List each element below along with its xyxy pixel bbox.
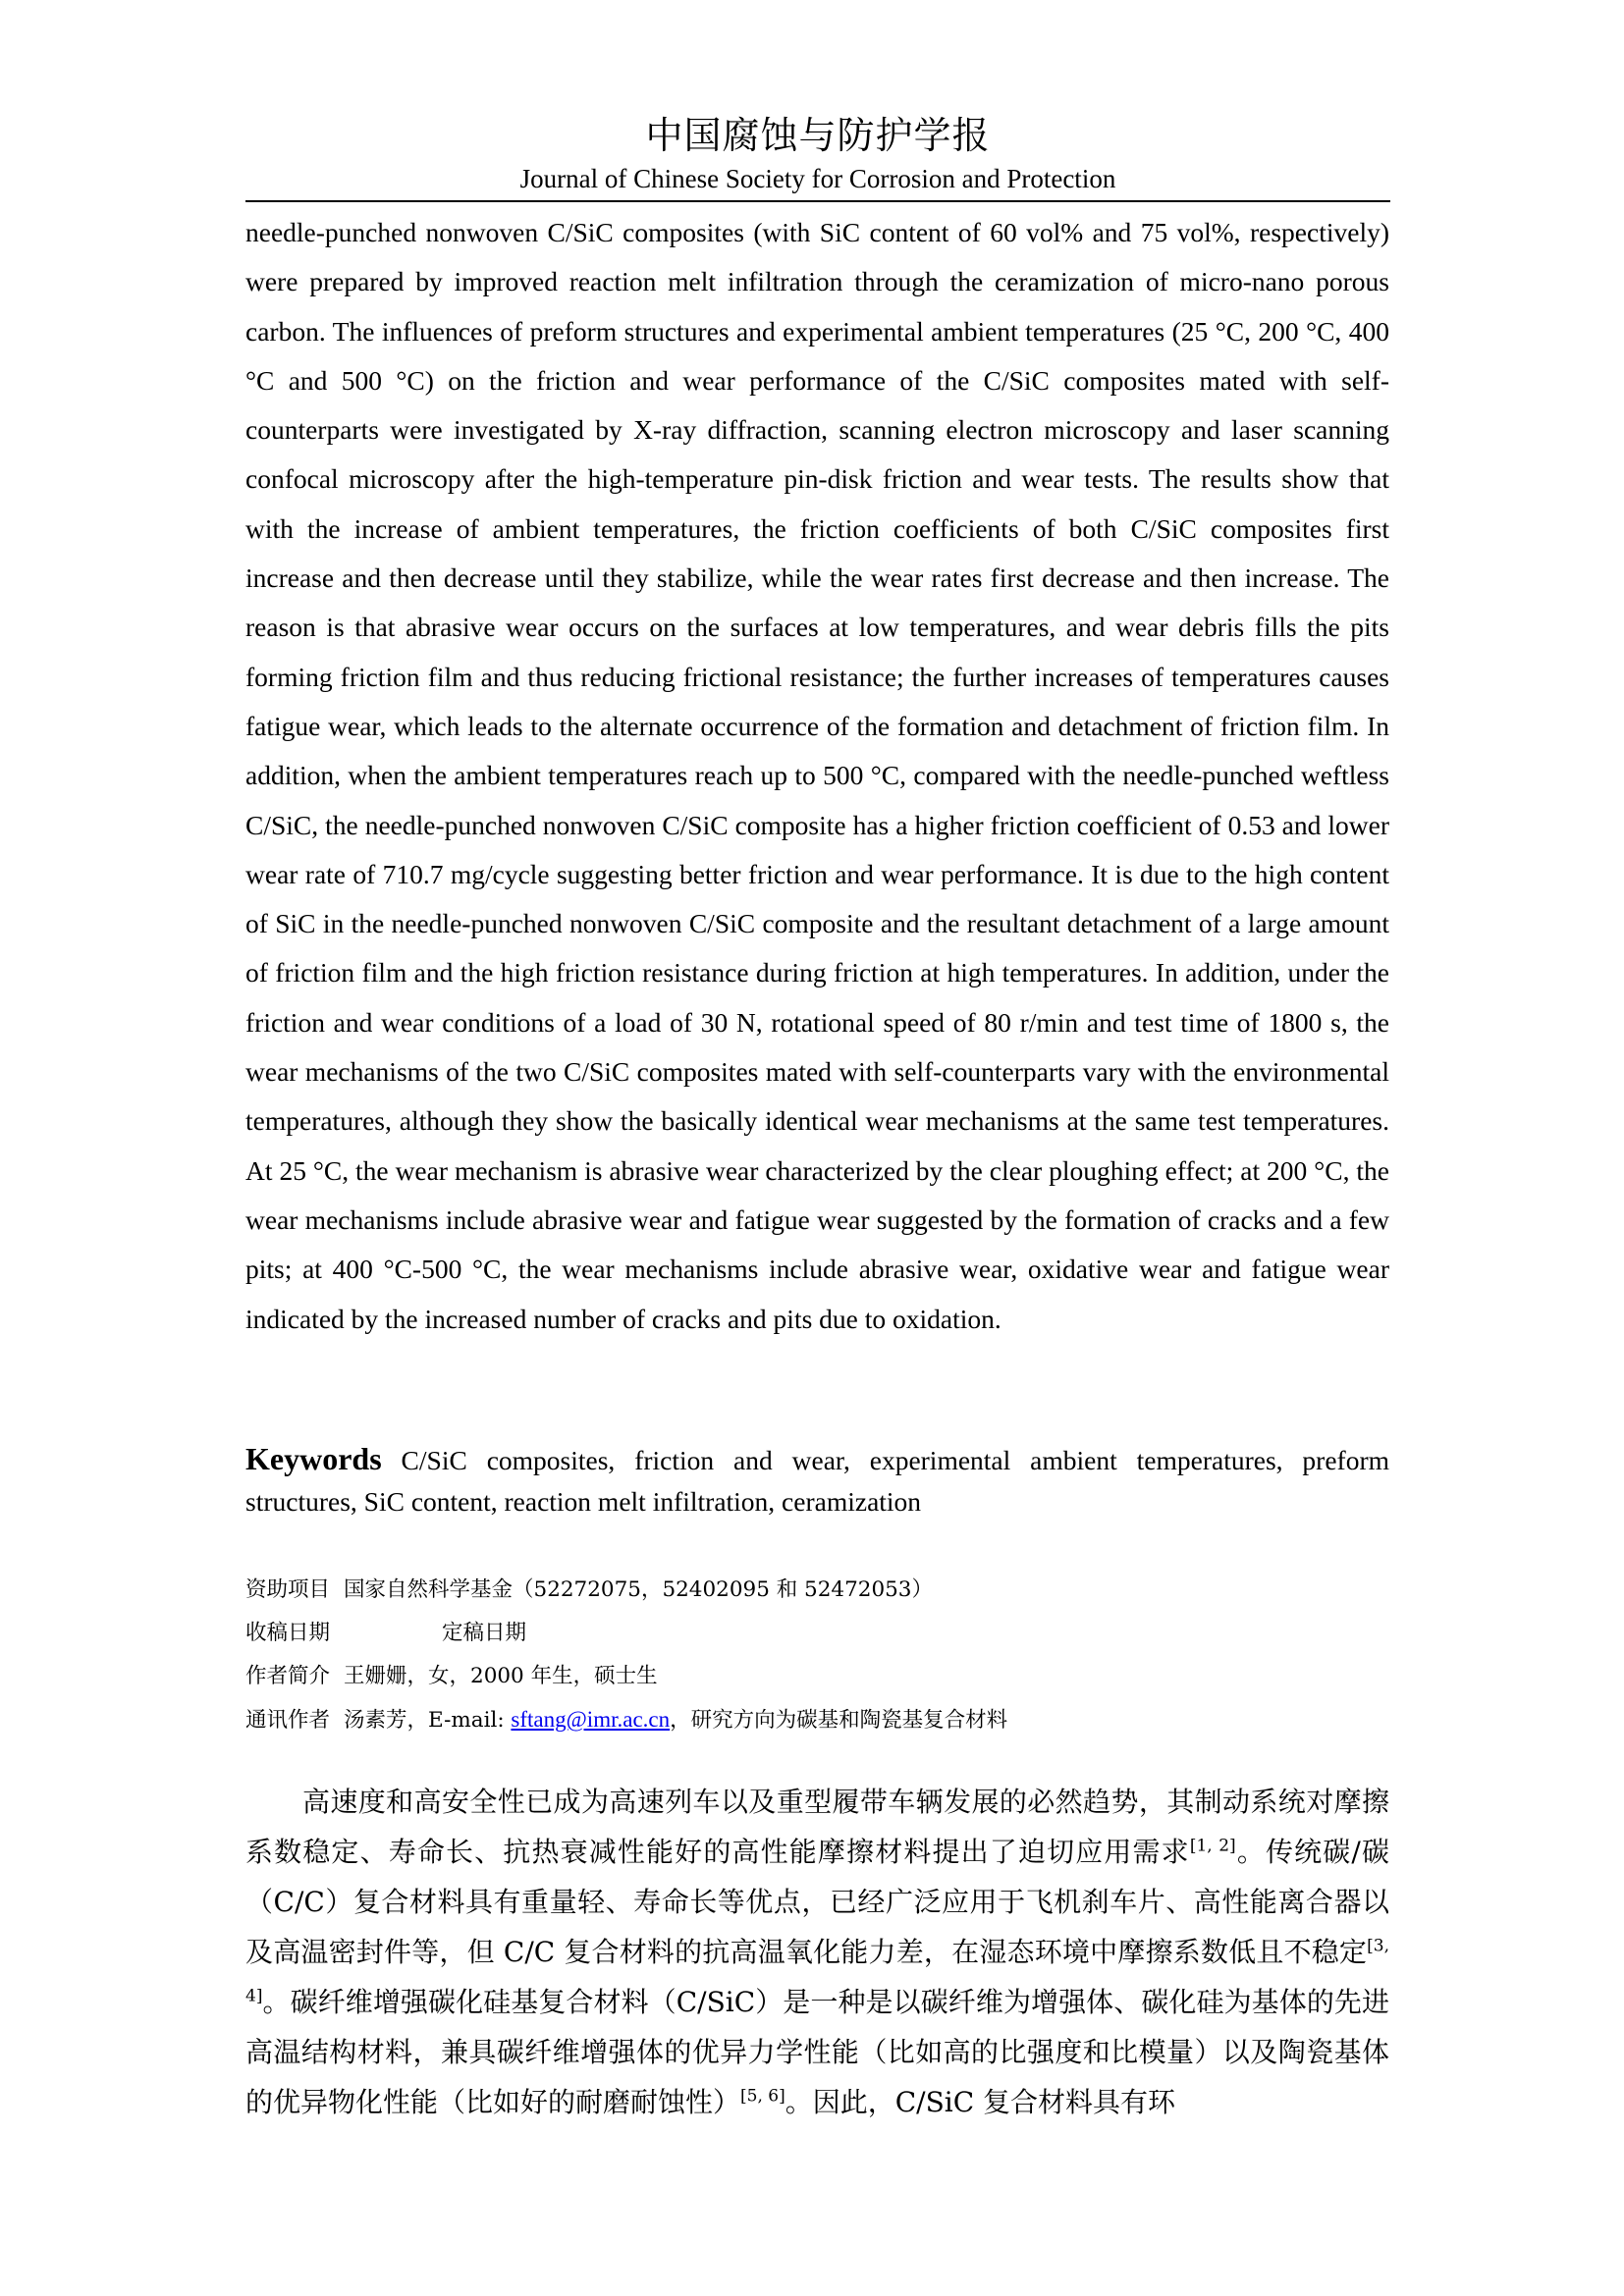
author-value: 王姗姗，女，2000 年生，硕士生	[344, 1664, 658, 1688]
funding-row	[245, 1569, 1389, 1612]
body-text-b: 。传统碳/碳（C/C）复合材料具有重量轻、寿命长等优点，已经广泛应用于飞机刹车片、高性能离合器以及高温密封件等，但 C/C 复合材料的抗高温氧化能力差，在湿态环境中摩擦系数低且不稳定	[245, 1836, 1389, 1968]
body-paragraph	[245, 1777, 1389, 2127]
journal-title-cn: 中国腐蚀与防护学报	[645, 114, 991, 157]
author-label: 作者简介	[245, 1664, 331, 1688]
header-divider	[245, 200, 1390, 202]
article-metadata	[245, 1569, 1389, 1741]
citation-5-6[interactable]: [5, 6]	[740, 2086, 785, 2107]
dates-row	[245, 1612, 1389, 1655]
funding-label: 资助项目	[245, 1577, 331, 1602]
keywords-label: Keywords	[245, 1441, 382, 1476]
corresponding-name: 汤素芳，E-mail:	[344, 1708, 512, 1733]
corresponding-label: 通讯作者	[245, 1708, 331, 1733]
corresponding-row	[245, 1698, 1389, 1741]
journal-title-en: Journal of Chinese Society for Corrosion and Protection	[519, 164, 1116, 193]
abstract-text: needle-punched nonwoven C/SiC composites (with SiC content of 60 vol% and 75 vol%, respectively) were prepared by improved reaction melt infiltration through the ceramization of micro-nano porous carbon. The influences of preform structures and experimental ambient temperatures (25 °C, 200 °C, 400 °C and 500 °C) on the friction and wear performance of the C/SiC composites mated with self-counterparts were investigated by X-ray diffraction, scanning electron microscopy and laser scanning confocal microscopy after the high-temperature pin-disk friction and wear tests. The results show that with the increase of ambient temperatures, the friction coefficients of both C/SiC composites first increase and then decrease until they stabilize, while the wear rates first decrease and then increase. The reason is that abrasive wear occurs on the surfaces at low temperatures, and wear debris fills the pits forming friction film and thus reducing frictional resistance; the further increases of temperatures causes fatigue wear, which leads to the alternate occurrence of the formation and detachment of friction film. In addition, when the ambient temperatures reach up to 500 °C, compared with the needle-punched weftless C/SiC, the needle-punched nonwoven C/SiC composite has a higher friction coefficient of 0.53 and lower wear rate of 710.7 mg/cycle suggesting better friction and wear performance. It is due to the high content of SiC in the needle-punched nonwoven C/SiC composite and the resultant detachment of a large amount of friction film and the high friction resistance during friction at high temperatures. In addition, under the friction and wear conditions of a load of 30 N, rotational speed of 80 r/min and test time of 1800 s, the wear mechanisms of the two C/SiC composites mated with self-counterparts vary with the environmental temperatures, although they show the basically identical wear mechanisms at the same test temperatures. At 25 °C, the wear mechanism is abrasive wear characterized by the clear ploughing effect; at 200 °C, the wear mechanisms include abrasive wear and fatigue wear suggested by the formation of cracks and a few pits; at 400 °C-500 °C, the wear mechanisms include abrasive wear, oxidative wear and fatigue wear indicated by the increased number of cracks and pits due to oxidation.	[245, 217, 1389, 1334]
funding-value: 国家自然科学基金（52272075，52402095 和 52472053）	[344, 1577, 933, 1602]
keywords	[245, 1438, 1389, 1522]
body-text-d: 。因此，C/SiC 复合材料具有环	[785, 2086, 1176, 2118]
body-text-c: 。碳纤维增强碳化硅基复合材料（C/SiC）是一种是以碳纤维为增强体、碳化硅为基体的先进高温结构材料，兼具碳纤维增强体的优异力学性能（比如高的比强度和比模量）以及陶瓷基体的优异物化性能（比如好的耐磨耐蚀性）	[245, 1986, 1389, 2118]
journal-header	[245, 110, 1390, 196]
corresponding-research: ，研究方向为碳基和陶瓷基复合材料	[670, 1708, 1008, 1733]
author-row	[245, 1655, 1389, 1698]
keywords-text: C/SiC composites, friction and wear, experimental ambient temperatures, preform structures, SiC content, reaction melt infiltration, ceramization	[245, 1445, 1389, 1517]
citation-3-4[interactable]: [3, 4]	[245, 1936, 1389, 2006]
body-text-a: 高速度和高安全性已成为高速列车以及重型履带车辆发展的必然趋势，其制动系统对摩擦系数稳定、寿命长、抗热衰减性能好的高性能摩擦材料提出了迫切应用需求	[245, 1786, 1389, 1868]
citation-1-2[interactable]: [1, 2]	[1189, 1836, 1236, 1856]
corresponding-email-link[interactable]: sftang@imr.ac.cn	[511, 1707, 671, 1732]
received-label: 收稿日期	[245, 1621, 331, 1645]
accepted-label: 定稿日期	[442, 1621, 527, 1645]
